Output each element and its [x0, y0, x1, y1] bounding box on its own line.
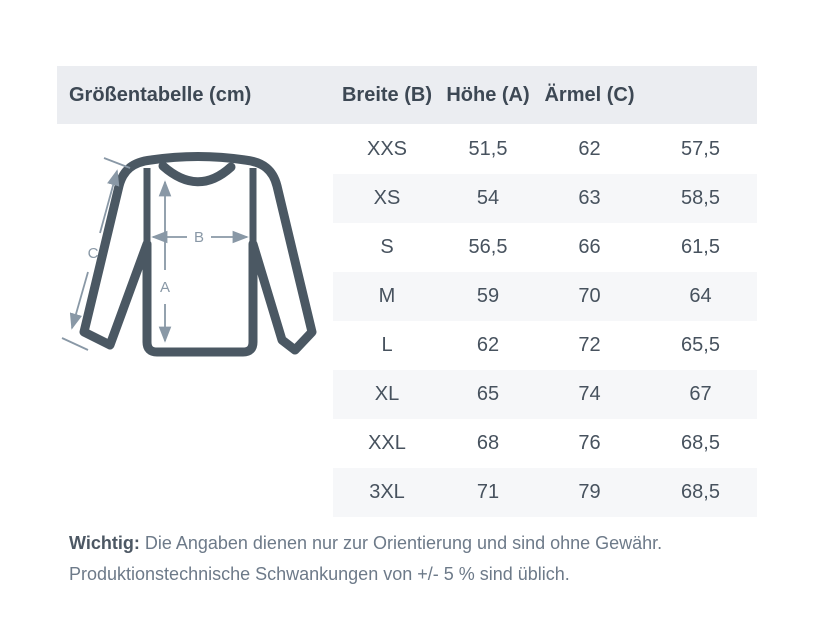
size-cell: L: [381, 334, 393, 356]
hoehe-cell: 70: [578, 285, 601, 307]
size-cell: XXS: [366, 138, 408, 160]
hoehe-cell: 63: [578, 187, 601, 209]
size-table: [333, 125, 757, 517]
size-cell: XXL: [368, 432, 406, 454]
aermel-cell: 64: [689, 285, 712, 307]
sweater-outline-icon: [57, 140, 337, 385]
page-title: Größentabelle (cm): [69, 83, 252, 106]
size-cell: M: [378, 285, 396, 307]
aermel-cell: 65,5: [681, 334, 720, 356]
size-cell: S: [380, 236, 394, 258]
hoehe-cell: 74: [578, 383, 601, 405]
breite-cell: 68: [476, 432, 500, 454]
hoehe-cell: 62: [578, 138, 601, 160]
sleeve-measure-label: C: [87, 245, 99, 262]
disclaimer-line1: Die Angaben dienen nur zur Orientierung und sind ohne Gewähr.: [139, 533, 663, 553]
height-measure-label: A: [159, 279, 171, 296]
table-row-l: [333, 321, 757, 370]
table-row-xxs: [333, 125, 757, 174]
table-row-xxl: [333, 419, 757, 468]
table-row-xs: [333, 174, 757, 223]
table-row-3xl: [333, 468, 757, 517]
breite-cell: 51,5: [468, 138, 508, 160]
size-cell: 3XL: [369, 481, 405, 503]
aermel-cell: 58,5: [681, 187, 720, 209]
breite-cell: 54: [476, 187, 500, 209]
aermel-cell: 68,5: [681, 481, 720, 503]
hoehe-cell: 76: [578, 432, 601, 454]
width-measure-label: B: [193, 229, 205, 246]
breite-cell: 56,5: [468, 236, 508, 258]
breite-cell: 71: [476, 481, 500, 503]
table-row-m: [333, 272, 757, 321]
size-cell: XL: [374, 383, 400, 405]
hoehe-cell: 66: [578, 236, 601, 258]
column-header-hoehe: Höhe (A): [446, 83, 530, 106]
column-header-aermel: Ärmel (C): [544, 83, 635, 106]
table-header: [57, 66, 757, 124]
aermel-cell: 57,5: [681, 138, 720, 160]
disclaimer-line2: Produktionstechnische Schwankungen von +/- 5 % sind üblich.: [69, 564, 570, 584]
aermel-cell: 68,5: [681, 432, 720, 454]
breite-cell: 65: [476, 383, 500, 405]
breite-cell: 62: [476, 334, 500, 356]
disclaimer-note: [69, 528, 759, 590]
sweater-diagram: [57, 140, 337, 385]
hoehe-cell: 79: [578, 481, 601, 503]
table-row-xl: [333, 370, 757, 419]
disclaimer-label: Wichtig:: [69, 533, 140, 553]
aermel-cell: 61,5: [681, 236, 720, 258]
table-row-s: [333, 223, 757, 272]
column-header-breite: Breite (B): [341, 83, 432, 106]
breite-cell: 59: [476, 285, 500, 307]
hoehe-cell: 72: [578, 334, 601, 356]
size-cell: XS: [373, 187, 401, 209]
aermel-cell: 67: [689, 383, 712, 405]
